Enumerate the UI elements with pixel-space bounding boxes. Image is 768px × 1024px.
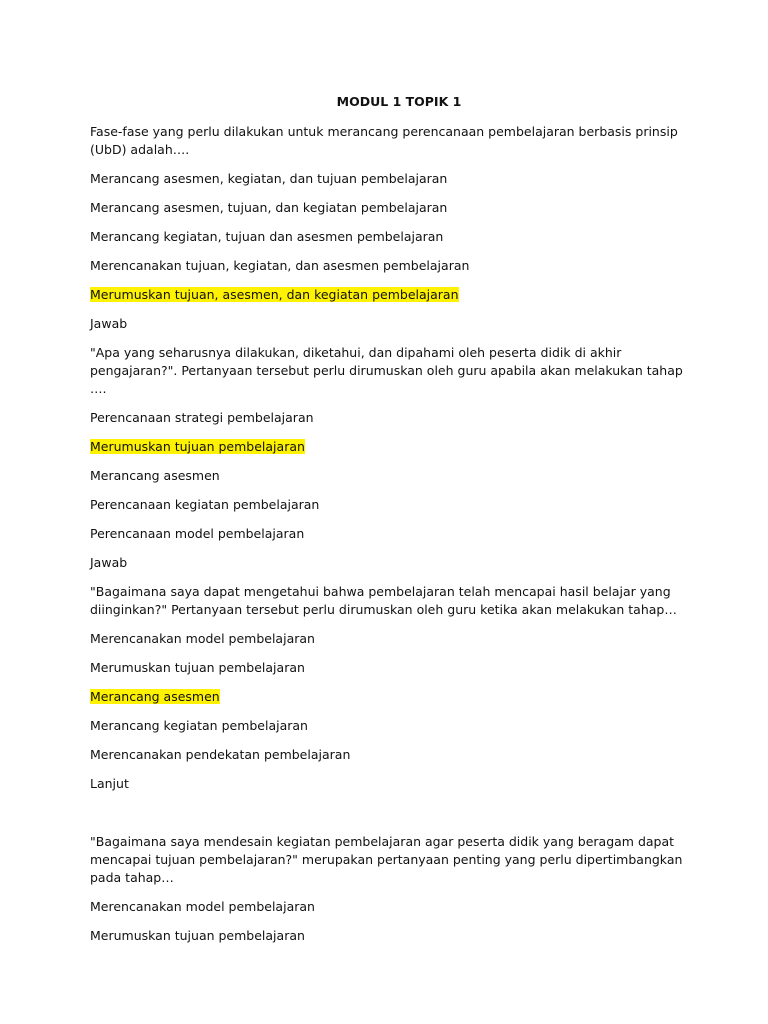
document-paragraph (90, 554, 688, 572)
document-paragraph (90, 409, 688, 427)
paragraph-text: Jawab (90, 316, 128, 331)
highlighted-answer: Merumuskan tujuan pembelajaran (90, 439, 305, 454)
document-paragraph (90, 438, 688, 456)
paragraph-text: Merancang kegiatan, tujuan dan asesmen pembelajaran (90, 229, 444, 244)
document-paragraph (90, 630, 688, 648)
document-paragraph (90, 286, 688, 304)
paragraph-text: "Apa yang seharusnya dilakukan, diketahui, dan dipahami oleh peserta didik di akhir pengajaran?". Pertanyaan tersebut perlu dirumuskan oleh guru apabila akan melakukan tahap …. (90, 345, 683, 396)
document-paragraph (90, 525, 688, 543)
document-paragraph (90, 717, 688, 735)
paragraph-text: Merencanakan model pembelajaran (90, 899, 315, 914)
document-paragraph (90, 199, 688, 217)
document-paragraph (90, 659, 688, 677)
document-paragraph (90, 123, 688, 159)
paragraph-text: Merumuskan tujuan pembelajaran (90, 660, 305, 675)
paragraph-text: Jawab (90, 555, 128, 570)
document-paragraph (90, 344, 688, 398)
document-paragraph (90, 746, 688, 764)
document-paragraph (90, 228, 688, 246)
document-paragraph (90, 898, 688, 916)
blank-line (90, 804, 688, 833)
document-body (90, 123, 688, 945)
paragraph-text: Perencanaan kegiatan pembelajaran (90, 497, 320, 512)
paragraph-text: Perencanaan model pembelajaran (90, 526, 305, 541)
document-paragraph (90, 496, 688, 514)
document-paragraph (90, 170, 688, 188)
paragraph-text: "Bagaimana saya mendesain kegiatan pembelajaran agar peserta didik yang beragam dapat mencapai tujuan pembelajaran?" merupakan pertanyaan penting yang perlu dipertimbangkan pada tahap… (90, 834, 683, 885)
document-paragraph (90, 583, 688, 619)
document-paragraph (90, 315, 688, 333)
document-paragraph (90, 833, 688, 887)
paragraph-text: Merancang asesmen, kegiatan, dan tujuan pembelajaran (90, 171, 448, 186)
paragraph-text: Fase-fase yang perlu dilakukan untuk merancang perencanaan pembelajaran berbasis prinsip (UbD) adalah…. (90, 124, 678, 157)
highlighted-answer: Merancang asesmen (90, 689, 220, 704)
paragraph-text: Lanjut (90, 776, 129, 791)
document-paragraph (90, 467, 688, 485)
paragraph-text: Perencanaan strategi pembelajaran (90, 410, 314, 425)
paragraph-text: Merancang asesmen (90, 468, 220, 483)
paragraph-text: Merencanakan tujuan, kegiatan, dan asesmen pembelajaran (90, 258, 470, 273)
paragraph-text: Merancang kegiatan pembelajaran (90, 718, 308, 733)
highlighted-answer: Merumuskan tujuan, asesmen, dan kegiatan pembelajaran (90, 287, 459, 302)
paragraph-text: Merencanakan pendekatan pembelajaran (90, 747, 351, 762)
paragraph-text: Merancang asesmen, tujuan, dan kegiatan pembelajaran (90, 200, 448, 215)
document-paragraph (90, 927, 688, 945)
document-paragraph (90, 688, 688, 706)
paragraph-text: Merumuskan tujuan pembelajaran (90, 928, 305, 943)
document-title: MODUL 1 TOPIK 1 (336, 94, 462, 109)
document-paragraph (90, 775, 688, 793)
document-paragraph (90, 257, 688, 275)
paragraph-text: "Bagaimana saya dapat mengetahui bahwa pembelajaran telah mencapai hasil belajar yang diinginkan?" Pertanyaan tersebut perlu dirumuskan oleh guru ketika akan melakukan tahap… (90, 584, 677, 617)
paragraph-text: Merencanakan model pembelajaran (90, 631, 315, 646)
